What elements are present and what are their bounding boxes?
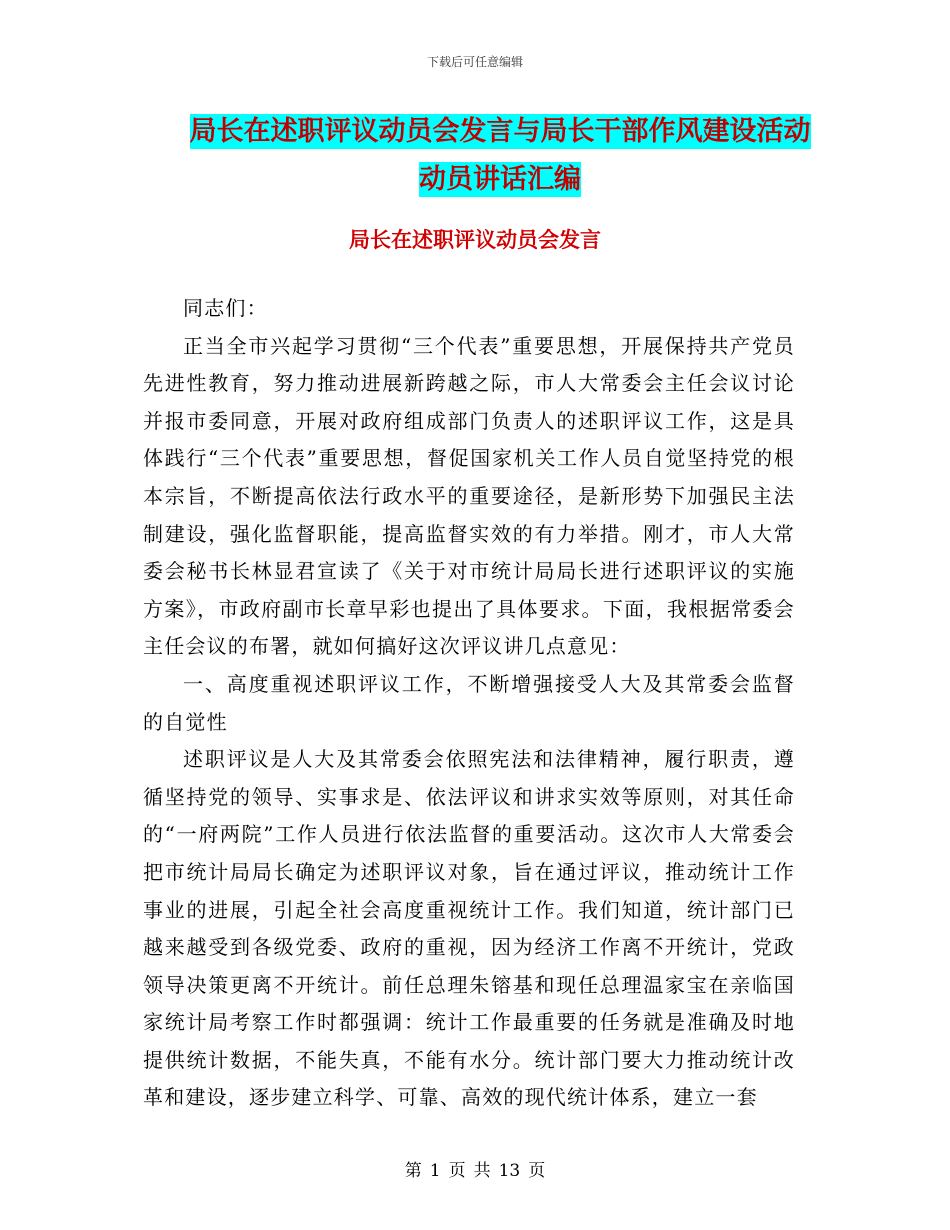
footer-prefix: 第 (404, 1161, 422, 1181)
footer-total-pages: 13 (498, 1161, 521, 1181)
document-title-line2: 动员讲话汇编 (419, 164, 581, 195)
body-text (143, 290, 795, 1117)
page-footer (0, 1156, 950, 1181)
document-title-line1: 局长在述职评议动员会发言与局长干部作风建设活动 (189, 116, 811, 147)
footer-suffix: 页 (528, 1161, 546, 1181)
document-title (140, 108, 860, 204)
section-title: 局长在述职评议动员会发言 (349, 228, 601, 252)
footer-page-number: 1 (429, 1161, 441, 1181)
body-paragraph: 述职评议是人大及其常委会依照宪法和法律精神，履行职责，遵循坚持党的领导、实事求是、依法评议和讲求实效等原则，对其任命的“一府两院”工作人员进行依法监督的重要活动。这次市人大常委会把市统计局局长确定为述职评议对象，旨在通过评议，推动统计工作事业的进展，引起全社会高度重视统计工作。我们知道，统计部门已越来越受到各级党委、政府的重视，因为经济工作离不开统计，党政领导决策更离不开统计。前任总理朱镕基和现任总理温家宝在亲临国家统计局考察工作时都强调：统计工作最重要的任务就是准确及时地提供统计数据，不能失真，不能有水分。统计部门要大力推动统计改革和建设，逐步建立科学、可靠、高效的现代统计体系，建立一套 (143, 747, 795, 1110)
heading-paragraph: 一、高度重视述职评议工作，不断增强接受人大及其常委会监督的自觉性 (143, 671, 795, 734)
salutation-paragraph: 同志们： (183, 296, 268, 320)
header-note: 下载后可任意编辑 (426, 55, 523, 69)
footer-page-word: 页 (448, 1161, 466, 1181)
footer-total-word: 共 (473, 1161, 491, 1181)
body-paragraph: 正当全市兴起学习贯彻“三个代表”重要思想，开展保持共产党员先进性教育，努力推动进展新跨越之际，市人大常委会主任会议讨论并报市委同意，开展对政府组成部门负责人的述职评议工作，这是具体践行“三个代表”重要思想，督促国家机关工作人员自觉坚持党的根本宗旨，不断提高依法行政水平的重要途径，是新形势下加强民主法制建设，强化监督职能，提高监督实效的有力举措。刚才，市人大常委会秘书长林显君宣读了《关于对市统计局局长进行述职评议的实施方案》，市政府副市长章早彩也提出了具体要求。下面，我根据常委会主任会议的布署，就如何搞好这次评议讲几点意见： (143, 333, 795, 659)
